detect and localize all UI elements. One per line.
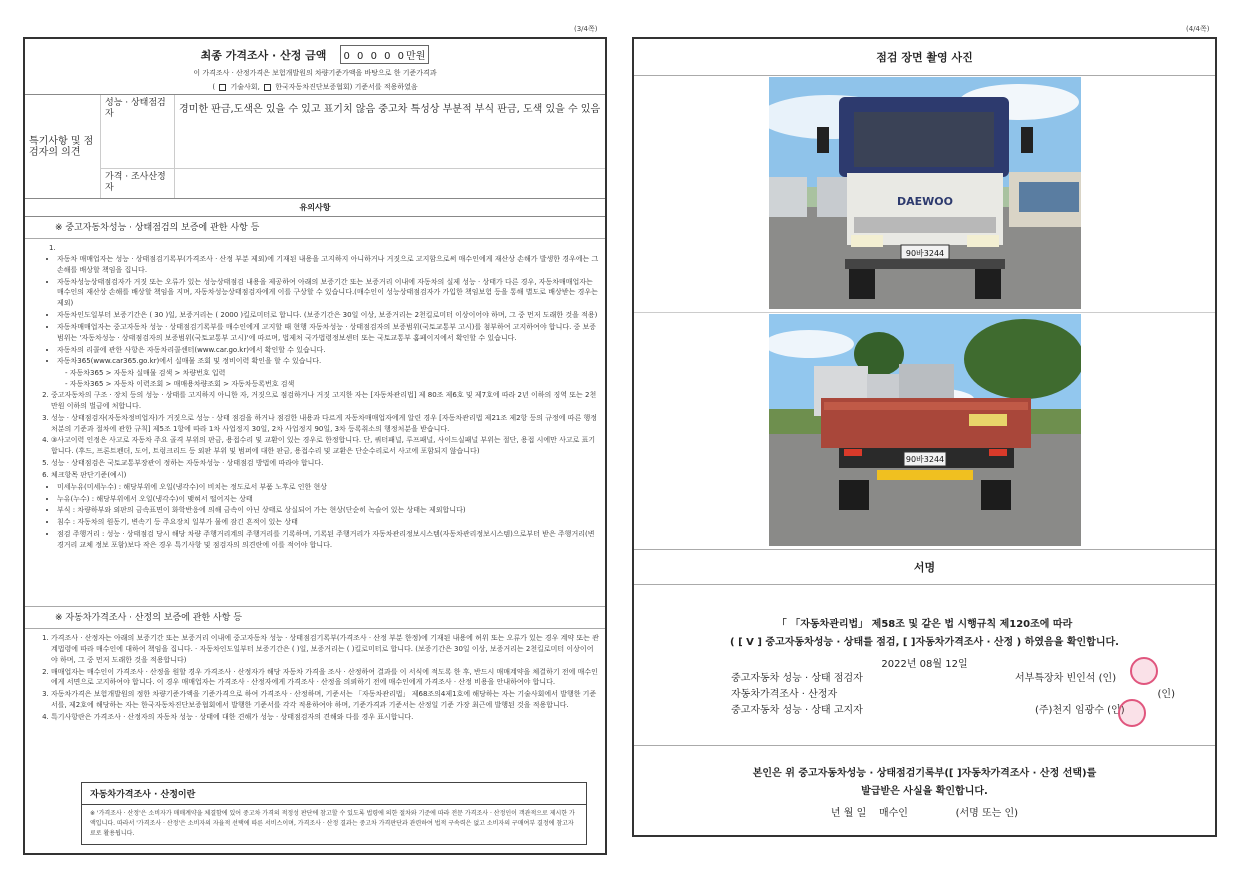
price-unit: 만원 — [406, 51, 426, 62]
left-page-number: (3/4쪽) — [574, 25, 598, 33]
buyer-label: 매수인 — [878, 808, 908, 819]
list-item: 3. 자동차가격은 보험개발원의 정한 차량기준가액을 기준가격으로 하여 가격조사 · 산정하며, 기준서는 「자동차관리법」 제68조의4제1호에 해당하는 자는 기술사회에서 발행한 기준서를, 제2호에 해당하는 자는 한국자동차진단보증협회에서 발행한 기준서를 각각 적용하여야 하며, 기준가격과 기준서는 산정일 기준 가장 최근에 발행된 것을 적용합니다. — [51, 689, 599, 711]
list-item: 4. 특기사항란은 가격조사 · 산정자의 자동차 성능 · 상태에 대한 견해가 성능 · 상태점검자의 견해와 다를 경우 표시합니다. — [51, 712, 599, 723]
opinion-label: 특기사항 및 점검자의 의견 — [25, 95, 101, 198]
signer-seal-mark: (인) — [1157, 689, 1175, 700]
list-item: • 자동차매매업자는 중고자동차 성능 · 상태점검기록부를 매수인에게 고지할 때 현행 자동차성능 · 상태점검자의 보증범위(국토교통부 고시)를 첨부하여 고지하여야 합니다. 중 보증범위는 '자동차성능 · 상태점검자의 보증범위(국토교통부 고시)'에 따르며, 법제처 국가법령정보센터 또는 국토교통부 홈페이지에서 확인할 수 있습니다. — [57, 322, 599, 344]
signer-name: 서부특장차 빈인석 — [1015, 673, 1096, 684]
list-item: • 자동차의 리콜에 관한 사항은 자동차리콜센터(www.car.go.kr)에서 확인할 수 있습니다. — [57, 345, 599, 356]
signer-role: 중고자동차 성능 · 상태 점검자 — [731, 673, 863, 684]
signature-date: 2022년 08월 12일 — [881, 659, 968, 670]
appraiser-opinion — [175, 169, 605, 198]
law-statement-line1: 「 「자동차관리법」 제58조 및 같은 법 시행규칙 제120조에 따라 — [776, 619, 1073, 630]
buyer-signature-field[interactable]: (서명 또는 인) — [955, 808, 1019, 819]
price-header — [25, 39, 605, 95]
price-amount: 0 0 0 0 0만원 — [340, 45, 430, 64]
inspector-opinion: 경미한 판금,도색은 있을 수 있고 표기치 않음 중고차 특성상 부분적 부식 판금, 도색 있을 수 있음 — [179, 104, 601, 115]
list-item: • 자동차성능상태점검자가 거짓 또는 오류가 있는 성능상태점검 내용을 제공하여 아래의 보증기간 또는 보증거리 이내에 자동차의 실제 성능 · 상태가 다른 경우, 자동차매매업자는 매수인의 재산상 손해를 배상할 책임을 지며, 자동차성능상태점검자에게 이를 구상할 수 있습니다.(매수인이 성능상태점검자가 가입한 책임보험 등을 통해 별도로 배상받는 경우는 제외) — [57, 277, 599, 310]
front-license-plate: 90바3244 — [905, 249, 945, 258]
price-basis-line: 이 가격조사 · 산정가격은 보험개발원의 차량기준가액을 바탕으로 한 기준가격과 — [193, 69, 437, 77]
notifier-seal-stamp — [1118, 699, 1146, 727]
definition-text: ※ '가격조사 · 산정'은 소비자가 매매계약을 체결함에 있어 중고차 가격의 적정성 판단에 참고할 수 있도록 법령에 의한 절차와 기준에 따라 전문 가격조사 · 산정인이 객관적으로 제시한 가액입니다. 따라서 '가격조사 · 산정'은 소비자의 자율적 선택에 따른 서비스이며, 가격조사 · 산정 결과는 중고차 가격판단과 관련하여 법적 구속력은 없고 소비자의 구매여부 결정에 참고자료로 활용됩니다. — [90, 810, 575, 838]
tech-society-checkbox[interactable] — [219, 84, 226, 91]
buyer-confirmation — [634, 745, 1215, 839]
list-item: 2. 매매업자는 매수인이 가격조사 · 산정을 원할 경우 가격조사 · 산정자가 해당 자동차 가격을 조사 · 산정하여 결과를 이 서식에 적도록 한 후, 반드시 매매계약을 체결하기 전에 매수인에게 서면으로 고지하여야 합니다. 이 경우 매매업자는 가격조사 · 산정자에게 가격조사 · 산정을 의뢰하기 전에 매수인에게 가격조사 · 산정 비용을 안내하여야 합니다. — [51, 667, 599, 689]
signer-seal-mark: (인) — [1107, 705, 1125, 716]
definition-title: 자동차가격조사 · 산정이란 — [82, 783, 586, 805]
signature-section — [634, 585, 1215, 745]
section1-body — [25, 239, 605, 607]
law-statement-line2: ( [ V ] 중고자동차성능 · 상태를 점검, [ ]자동차가격조사 · 산정 ) 하였음을 확인합니다. — [730, 637, 1119, 648]
list-item: 5. 성능 · 상태점검은 국토교통부장관이 정하는 자동차성능 · 상태점검 방법에 따라야 합니다. — [51, 458, 599, 469]
list-item: • 자동차인도일부터 보증기간은 ( 30 )일, 보증거리는 ( 2000 )킬로미터로 합니다. (보증기간은 30일 이상, 보증거리는 2천킬로미터 이상이어야 하며, 그 중 먼저 도래한 것을 적용) — [57, 310, 599, 321]
signature-title: 서명 — [634, 549, 1215, 585]
list-item: 6. 체크항목 판단기준(예시) — [51, 470, 599, 481]
list-item: 1. 가격조사 · 산정자는 아래의 보증기간 또는 보증거리 이내에 중고자동차 성능 · 상태점검기록부(가격조사 · 산정 부분 한정)에 기재된 내용에 허위 또는 오류가 있는 경우 계약 또는 관계법령에 따라 매수인에 대하여 책임을 집니다. · 자동차인도일부터 보증기간은 ( )일, 보증거리는 ( )킬로미터로 합니다. (보증기간은 30일 이상, 보증거리는 2천킬로미터 이상이어야 하며, 그 중 먼저 도래한 것을 적용합니다) — [51, 633, 599, 666]
confirm-line3 — [634, 804, 1215, 819]
section2-body — [25, 629, 605, 728]
signer-seal-mark: (인) — [1098, 673, 1117, 684]
list-item: • 누유(누수) : 해당부위에서 오일(냉각수)이 맺혀서 떨어지는 상태 — [57, 494, 599, 505]
list-item: • 침수 : 자동차의 원동기, 변속기 등 주요장치 일부가 물에 잠긴 흔적이 있는 상태 — [57, 517, 599, 528]
truck-front-photo — [769, 77, 1081, 309]
truck-rear-photo — [769, 314, 1081, 546]
final-price-title: 최종 가격조사 · 산정 금액 — [200, 48, 327, 62]
list-item: - 자동차365 > 자동차 이력조회 > 매매용차량조회 > 자동차등록번호 검색 — [65, 380, 295, 389]
right-page — [632, 37, 1217, 837]
list-item: • 미세누유(미세누수) : 해당부위에 오일(냉각수)이 비치는 정도로서 부품 노후로 인한 현상 — [57, 482, 599, 493]
inspector-seal-stamp — [1130, 657, 1158, 685]
truck-brand-text: DAEWOO — [897, 195, 953, 208]
inspector-key: 성능 · 상태점검자 — [101, 95, 175, 168]
confirm-line2: 발급받은 사실을 확인합니다. — [861, 786, 988, 797]
list-item: • 자동차365(www.car365.go.kr)에서 실매물 조회 및 정비이력 확인을 할 수 있습니다. — [57, 356, 599, 367]
left-page — [23, 37, 607, 855]
list-item: 2. 중고자동차의 구조 · 장치 등의 성능 · 상태를 고지하지 아니한 자, 거짓으로 점검하거나 거짓 고지한 자는 [자동차관리법] 제 80조 제6호 및 제7호에 따라 2년 이하의 징역 또는 2천만원 이하의 벌금에 처합니다. — [51, 390, 599, 412]
list-item: - 자동차365 > 자동차 실매물 검색 > 차량번호 입력 — [65, 369, 226, 378]
list-item: 4. ③사고이력 인정은 사고로 자동차 주요 골격 부위의 판금, 용접수리 및 교환이 있는 경우로 한정합니다. 단, 쿼터패널, 루프패널, 사이드실패널 부위는 절단, 용접 시에만 사고로 표기합니다. (후드, 프론트펜더, 도어, 트렁크리드 등 외판 부위 및 범퍼에 대한 판금, 용접수리 및 교환은 단순수리로서 사고에 포함되지 않습니다) — [51, 435, 599, 457]
list-item: • 점검 주행거리 : 성능 · 상태점검 당시 해당 차량 주행거리계의 주행거리를 기록하며, 기록된 주행거리가 자동차관리정보시스템(자동차관리정보시스템)으로부터 받은 주행거리(변경거리 교체 정보 포함)보다 작은 경우 특기사항 및 점검자의 의견란에 이를 적어야 합니다. — [57, 529, 599, 551]
caution-title: 유의사항 — [25, 199, 605, 217]
signer-role: 중고자동차 성능 · 상태 고지자 — [731, 705, 863, 716]
confirm-date-blank: 년 월 일 — [830, 808, 867, 819]
section1-title: ※ 중고자동차성능 · 상태점검의 보증에 관한 사항 등 — [25, 217, 605, 239]
list-item: • 부식 : 차량하부와 외판의 금속표면이 화학반응에 의해 금속이 아닌 상태로 상실되어 가는 현상(단순히 녹슬어 있는 상태는 제외합니다) — [57, 505, 599, 516]
signer-role: 자동차가격조사 · 산정자 — [731, 689, 838, 700]
section2-title: ※ 자동차가격조사 · 산정의 보증에 관한 사항 등 — [25, 607, 605, 629]
photo-divider — [634, 312, 1215, 313]
photo-section-title: 점검 장면 촬영 사진 — [634, 39, 1215, 76]
definition-box — [81, 782, 587, 845]
list-item: • 자동차 매매업자는 성능 · 상태점검기록부(가격조사 · 산정 부분 제외)에 기재된 내용을 고지하지 아니하거나 거짓으로 고지함으로써 매수인에게 재산상 손해가 발생한 경우에는 그 손해를 배상할 책임을 집니다. — [57, 254, 599, 276]
confirm-line1: 본인은 위 중고자동차성능 · 상태점검기록부([ ]자동차가격조사 · 산정 선택)를 — [752, 768, 1097, 779]
signer-name: (주)천지 임광수 — [1035, 705, 1104, 716]
list-item: 3. 성능 · 상태점검자(자동차정비업자)가 거짓으로 성능 · 상태 점검을 하거나 점검한 내용과 다르게 자동차매매업자에게 알린 경우 [자동차관리법 제21조 제2항 등의 규정에 따른 행정처분의 기준과 절차에 관한 규칙] 제5조 1항에 따라 1차 사업정지 30일, 2차 사업정지 90일, 3차 등록취소의 행정처분을 받습니다. — [51, 413, 599, 435]
association-checkbox[interactable] — [264, 84, 271, 91]
item1-number: 1. — [49, 244, 56, 252]
opinion-table — [25, 95, 605, 199]
right-page-number: (4/4쪽) — [1186, 25, 1210, 33]
rear-license-plate: 90바3244 — [905, 455, 945, 464]
appraiser-key: 가격 · 조사산정자 — [101, 169, 175, 198]
price-standard-line: ( 기술사회, 한국자동차진단보증협회) 기준서를 적용하였음 — [212, 83, 418, 91]
